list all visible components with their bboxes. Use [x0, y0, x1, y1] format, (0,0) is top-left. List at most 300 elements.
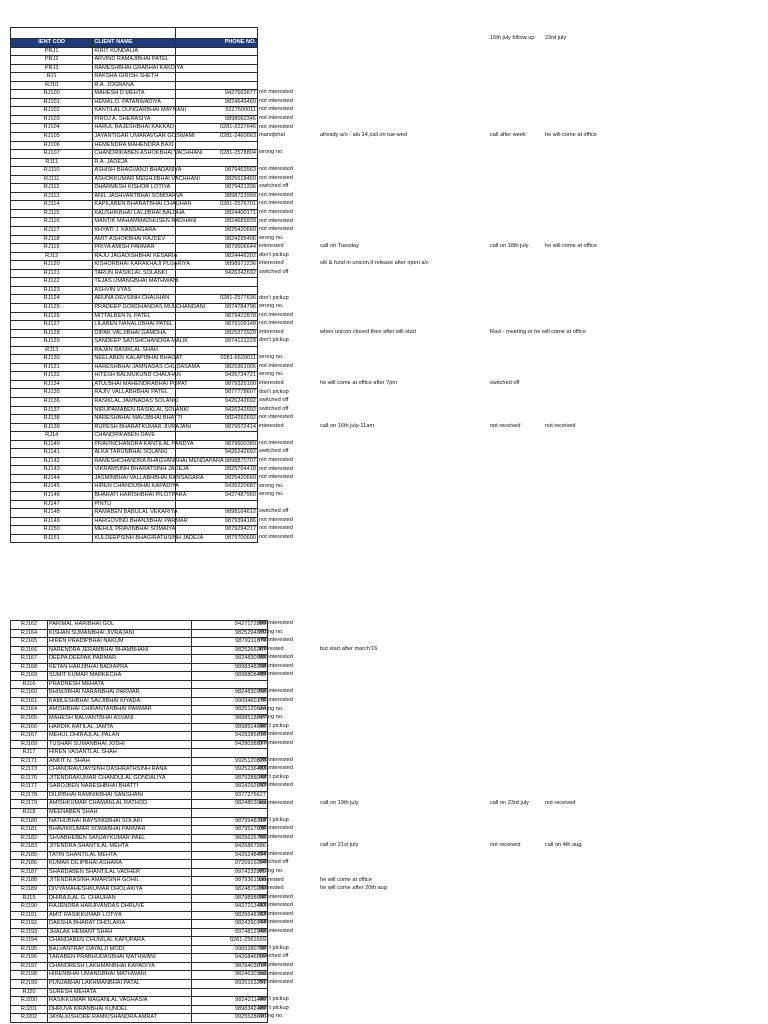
- phone-cell: 9974784796: [175, 303, 257, 312]
- table-row: [11, 389, 258, 398]
- status-text: not interested: [259, 782, 293, 789]
- client-code-cell: RJ145: [11, 483, 93, 492]
- table-row: [11, 954, 268, 963]
- table-row: [11, 192, 258, 201]
- status-text: not interested: [259, 200, 293, 207]
- client-code-cell: RJ137: [11, 406, 93, 415]
- phone-cell: 9879421336: [175, 184, 257, 193]
- client-code-cell: RJ143: [11, 466, 93, 475]
- phone-cell: 9898164612: [175, 509, 257, 518]
- client-code-cell: RJ202: [11, 1014, 48, 1023]
- header-note: 16th july follow up: [490, 35, 535, 41]
- client-code-cell: RJ114: [11, 201, 93, 210]
- phone-cell: 9925528610: [192, 1014, 268, 1023]
- status-text: not interested: [259, 799, 293, 806]
- status-text: interested: [259, 260, 284, 267]
- status-text: not interested: [259, 825, 293, 832]
- phone-cell: 9925120820: [192, 757, 268, 766]
- client-name-cell: HITESH BALMUKUND CHAUHAN: [93, 372, 175, 381]
- status-text: not interested: [259, 620, 293, 626]
- status-text: switched off: [259, 448, 289, 455]
- client-name-cell: MAHESH BALVANTBHAI ASVANI: [48, 715, 192, 724]
- table-row: [11, 629, 268, 638]
- status-text: don't pickup: [259, 722, 289, 729]
- client-code-cell: RJ128: [11, 329, 93, 338]
- table-row: [11, 945, 268, 954]
- client-name-cell: TARABEN PRABHUDASBHAI MATHWANI: [48, 954, 192, 963]
- client-name-cell: KISHAN SUMANBHAI JIVRAJANI: [48, 629, 192, 638]
- remark-text: stk & fund in unicon,if release after open a/c: [320, 260, 429, 267]
- client-name-cell: RAMESHCHANDRA BHAGVANBHAI MENDAPARA: [93, 457, 175, 466]
- status-text: not interested: [259, 671, 293, 678]
- status-text: not interested: [259, 927, 293, 934]
- table-row: [11, 680, 268, 689]
- phone-cell: 9825764418: [175, 466, 257, 475]
- status-text: interested: [259, 422, 284, 429]
- phone-cell: 9427172889: [192, 621, 268, 630]
- table-row: [11, 440, 258, 449]
- phone-cell: 9825420660: [175, 227, 257, 236]
- client-name-cell: KANTILAL DUNGARBHAI MAYNANI: [93, 107, 175, 116]
- table-row: [11, 73, 258, 82]
- status-text: not interested: [259, 474, 293, 481]
- client-name-cell: SANDEEP SATISHCHANDRA MALIK: [93, 338, 175, 347]
- phone-cell: 9428286616: [192, 732, 268, 741]
- client-code-cell: RJ111: [11, 175, 93, 184]
- table-row: [11, 894, 268, 903]
- table-row: [11, 534, 258, 543]
- phone-cell: [175, 141, 257, 150]
- table-row: [11, 124, 258, 133]
- status-text: not interested: [259, 765, 293, 772]
- client-code-cell: RJ173: [11, 766, 48, 775]
- phone-cell: [175, 346, 257, 355]
- client-name-cell: DHARMESH KISHOR LOTIYA: [93, 184, 175, 193]
- phone-cell: 9974812948: [192, 928, 268, 937]
- client-name-cell: RAMESHBHAI GRABHAI KAKDIYA: [93, 64, 175, 73]
- status-text: don't pickup: [259, 816, 289, 823]
- client-code-cell: RJ151: [11, 534, 93, 543]
- table-row: [11, 834, 268, 843]
- header-note: 23rd july: [545, 35, 567, 41]
- phone-cell: 9825626765: [192, 834, 268, 843]
- status-text: not interested: [259, 662, 293, 669]
- table-row: [11, 329, 258, 338]
- phone-cell: [192, 680, 268, 689]
- table-row: [11, 877, 268, 886]
- table-row: [11, 90, 258, 99]
- phone-cell: 9824292692: [175, 415, 257, 424]
- client-code-cell: RJ200: [11, 997, 48, 1006]
- remark-text: call after week: [490, 132, 526, 139]
- client-code-cell: RJ190: [11, 903, 48, 912]
- table-row: [11, 252, 258, 261]
- client-code-cell: RJ168: [11, 663, 48, 672]
- phone-cell: 9427663677: [175, 90, 257, 99]
- client-code-cell: RJ144: [11, 474, 93, 483]
- table-row: [11, 663, 268, 672]
- client-name-cell: DILIPBHAI RAMNIKBHAI SANGHANI: [48, 791, 192, 800]
- client-code-cell: RJ122: [11, 278, 93, 287]
- table-row: [11, 1014, 268, 1023]
- phone-cell: 9898723999: [175, 192, 257, 201]
- client-name-cell: DAKSHA BHARAT DHOLAKIA: [48, 920, 192, 929]
- phone-cell: 9426734721: [175, 372, 257, 381]
- client-code-cell: RJ147: [11, 500, 93, 509]
- client-code-cell: RJ116: [11, 218, 93, 227]
- phone-cell: 9824803089: [192, 800, 268, 809]
- phone-cell: 0281-2578804: [175, 150, 257, 159]
- client-name-cell: PIROJ A. SHERASIYA: [93, 115, 175, 124]
- status-text: don't pickup: [259, 773, 289, 780]
- status-text: not interested: [259, 756, 293, 763]
- status-text: wrong no.: [259, 482, 284, 489]
- client-code-cell: RJ102: [11, 107, 93, 116]
- phone-cell: 9825120674: [192, 706, 268, 715]
- table-row: [11, 201, 258, 210]
- phone-cell: 9426242692: [175, 406, 257, 415]
- client-name-cell: TUSHAR SUMANBHAI JOSHI: [48, 740, 192, 749]
- status-text: switched off: [259, 397, 289, 404]
- phone-cell: 9825618469: [175, 175, 257, 184]
- status-text: don't pickup: [259, 1004, 289, 1011]
- client-code-cell: RJ167: [11, 732, 48, 741]
- table-row: [11, 107, 258, 116]
- client-code-cell: RJ167: [11, 655, 48, 664]
- phone-cell: 9825372920: [175, 329, 257, 338]
- client-code-cell: RJ169: [11, 672, 48, 681]
- client-name-cell: JITENDRA SHANTILAL MEHTA: [48, 843, 192, 852]
- client-name-cell: JHALAK HEMANT SHAH: [48, 928, 192, 937]
- client-code-cell: RJ182: [11, 834, 48, 843]
- client-code-cell: RJ186: [11, 860, 48, 869]
- phone-cell: 0281-2577636: [175, 295, 257, 304]
- phone-cell: 9898518817: [192, 715, 268, 724]
- phone-cell: 9909280730: [192, 945, 268, 954]
- client-code-cell: RJ165: [11, 638, 48, 647]
- status-text: not interested: [259, 89, 293, 96]
- status-text: wrong no.: [259, 705, 284, 712]
- phone-cell: [175, 432, 257, 441]
- client-name-cell: JITENDRASINH AMARSINH GOHIL: [48, 877, 192, 886]
- status-text: interested: [259, 328, 284, 335]
- client-code-cell: RJ101: [11, 98, 93, 107]
- table-row: [11, 423, 258, 432]
- phone-cell: 9426846500: [192, 954, 268, 963]
- remark-text: not received: [545, 422, 576, 429]
- remark-text: but start after march'16: [320, 645, 378, 652]
- client-code-cell: RJ195: [11, 945, 48, 954]
- phone-cell: 9879211879: [192, 638, 268, 647]
- status-text: wrong no.: [259, 234, 284, 241]
- table-row: [11, 158, 258, 167]
- phone-cell: 9879394186: [175, 517, 257, 526]
- remark-text: he will come after 20th aug: [320, 885, 387, 892]
- status-text: switched off: [259, 508, 289, 515]
- phone-cell: 9879325100: [175, 380, 257, 389]
- phone-cell: 9426242692: [175, 397, 257, 406]
- table-row: [11, 971, 268, 980]
- status-text: don't pickup: [259, 337, 289, 344]
- client-name-cell: JAYANTIGAR UMARAVGAR GOSWAMI: [93, 133, 175, 142]
- status-text: not interested: [259, 456, 293, 463]
- table-row: [11, 997, 268, 1006]
- status-text: not interested: [259, 362, 293, 369]
- table-row: [11, 843, 268, 852]
- phone-cell: 9879672414: [175, 423, 257, 432]
- table-row: [11, 141, 258, 150]
- remark-text: not received: [545, 799, 576, 806]
- table-row: [11, 851, 268, 860]
- client-code-cell: RJ104: [11, 124, 93, 133]
- status-text: not interested: [259, 833, 293, 840]
- table-row: [11, 962, 268, 971]
- phone-cell: 9825266267: [192, 646, 268, 655]
- table-row: [11, 646, 268, 655]
- header-client-name: CLIENT NAME: [93, 39, 175, 48]
- client-name-cell: KULDEEPSINH BHAGIRATHSINH JADEJA: [93, 534, 175, 543]
- phone-cell: 9898062346: [175, 115, 257, 124]
- client-code-cell: RJ183: [11, 843, 48, 852]
- table-row: [11, 766, 268, 775]
- table-row: [11, 397, 258, 406]
- phone-cell: 0281-2227646: [175, 124, 257, 133]
- blank-cell: [11, 28, 176, 39]
- client-name-cell: AMISHBHAI CHIRANTANBHAI PARMAR: [48, 706, 192, 715]
- client-code-cell: RJ131: [11, 363, 93, 372]
- table-row: [11, 689, 268, 698]
- status-text: not interested: [259, 311, 293, 318]
- client-name-cell: LILABEN NANALUBHAI PATEL: [93, 321, 175, 330]
- table-row: [11, 175, 258, 184]
- remark-text: call on 19th july: [320, 799, 359, 806]
- client-code-cell: RJ179: [11, 800, 48, 809]
- client-name-cell: CHANDRIKABEN DAVE: [93, 432, 175, 441]
- phone-cell: 9825648163: [192, 911, 268, 920]
- client-name-cell: SURESH MEHATA: [48, 988, 192, 997]
- status-text: not interested: [259, 533, 293, 540]
- client-code-cell: RJ191: [11, 911, 48, 920]
- client-code-cell: RJ127: [11, 321, 93, 330]
- phone-cell: 9879898606: [192, 894, 268, 903]
- client-code-cell: RJ16: [11, 680, 48, 689]
- client-name-cell: PRAVINCHANDRA KANTILAL PANDYA: [93, 440, 175, 449]
- phone-cell: 9879700600: [175, 534, 257, 543]
- remark-text: call on Tuesday: [320, 243, 359, 250]
- client-code-cell: PRJ1: [11, 47, 93, 56]
- client-code-cell: PRJ2: [11, 56, 93, 65]
- table-row: [11, 432, 258, 441]
- table-row: [11, 380, 258, 389]
- table-row: [11, 167, 258, 176]
- phone-cell: 9824446202: [175, 252, 257, 261]
- client-name-cell: ANIL JASHVANTBHAI SOMDARVA: [93, 192, 175, 201]
- remark-text: Ravi - meeting or he will come at office: [490, 328, 586, 335]
- table-row: [11, 133, 258, 142]
- client-code-cell: RJ194: [11, 937, 48, 946]
- table-row: [11, 278, 258, 287]
- client-code-cell: RJ20: [11, 988, 48, 997]
- client-code-cell: RJ198: [11, 971, 48, 980]
- phone-cell: 9427487960: [175, 491, 257, 500]
- table-row: [11, 98, 258, 107]
- table-row: [11, 466, 258, 475]
- phone-cell: 9824830965: [192, 655, 268, 664]
- status-text: wrong no.: [259, 628, 284, 635]
- status-text: wrong no.: [259, 354, 284, 361]
- client-name-cell: TEJAS UMANGBHAI MATHWANI: [93, 278, 175, 287]
- status-text: not interested: [259, 637, 293, 644]
- client-name-cell: ARUNA DEVSINH CHAUHAN: [93, 295, 175, 304]
- client-name-cell: RAJENDRA HARJIVANDAS DHRUVE: [48, 903, 192, 912]
- table-row: [11, 638, 268, 647]
- client-code-cell: RJ135: [11, 389, 93, 398]
- table-row: [11, 509, 258, 518]
- table-row: [11, 937, 268, 946]
- client-code-cell: RJ193: [11, 928, 48, 937]
- blank-cell: [175, 28, 257, 39]
- remark-text: not received: [490, 842, 521, 849]
- client-code-cell: RJ130: [11, 355, 93, 364]
- phone-cell: 9898342489: [192, 1005, 268, 1014]
- client-code-cell: RJ126: [11, 312, 93, 321]
- client-name-cell: AMIT ASHOKBHAI RAJDEV: [93, 235, 175, 244]
- table-row: [11, 500, 258, 509]
- client-name-cell: SUMIT KUMAR MARKECHA: [48, 672, 192, 681]
- client-name-cell: AMIT RASIKKUMAR LOTIYA: [48, 911, 192, 920]
- client-code-cell: RJ11: [11, 158, 93, 167]
- table-row: [11, 115, 258, 124]
- client-name-cell: TATIN SHANTILAL MEHTA: [48, 851, 192, 860]
- remark-text: he will come at office: [545, 132, 597, 139]
- status-text: not interested: [259, 166, 293, 173]
- phone-cell: 9426242692: [175, 449, 257, 458]
- phone-cell: [175, 64, 257, 73]
- client-code-cell: RJ121: [11, 269, 93, 278]
- client-name-cell: MITTALBEN N. PATEL: [93, 312, 175, 321]
- phone-cell: [192, 809, 268, 818]
- status-text: switched off: [259, 859, 289, 866]
- client-name-cell: RAJU JAGADISHBHAI KESARIA: [93, 252, 175, 261]
- status-text: not interested: [259, 209, 293, 215]
- remark-text: call on 16th july-11am: [320, 422, 374, 429]
- remark-text: not received: [490, 422, 521, 429]
- client-name-cell: DHRUVA KIRANBHAI KUNDEL: [48, 1005, 192, 1014]
- client-code-cell: RJ161: [11, 697, 48, 706]
- client-code-cell: RJ160: [11, 689, 48, 698]
- client-name-cell: ATULBHAI MAHENDRABHAI POPAT: [93, 380, 175, 389]
- phone-cell: [175, 73, 257, 82]
- phone-cell: 9824295406: [175, 235, 257, 244]
- phone-cell: 9925163291: [192, 979, 268, 988]
- client-name-cell: BHAVIKKUMAR SOMABHAI PARMAR: [48, 826, 192, 835]
- client-code-cell: RJ180: [11, 817, 48, 826]
- client-name-cell: HARDIK RATILAL JAMTA: [48, 723, 192, 732]
- client-name-cell: ASHOKKUMAR MEGHJIBHAI VACHHANI: [93, 175, 175, 184]
- client-code-cell: RJ178: [11, 791, 48, 800]
- client-code-cell: RJ110: [11, 167, 93, 176]
- table-row: [11, 672, 268, 681]
- client-code-cell: RJ124: [11, 295, 93, 304]
- phone-cell: [175, 286, 257, 295]
- client-name-cell: HEMAL D. PATANWADIYA: [93, 98, 175, 107]
- client-name-cell: NATHUBHAI RAYSINGBHAI SOLAKI: [48, 817, 192, 826]
- client-code-cell: RJ171: [11, 757, 48, 766]
- client-name-cell: NARENDRA JERAMBHAI BHAMBHANI: [48, 646, 192, 655]
- status-text: switched off: [259, 183, 289, 190]
- table-row: [11, 979, 268, 988]
- phone-cell: 9824870230: [192, 885, 268, 894]
- client-code-cell: RJ146: [11, 491, 93, 500]
- table-row: [11, 227, 258, 236]
- client-name-cell: BALVANTRAY DAYALJI MODI: [48, 945, 192, 954]
- phone-cell: 9227600011: [175, 107, 257, 116]
- phone-cell: 9824211480: [192, 997, 268, 1006]
- client-code-cell: RJ148: [11, 509, 93, 518]
- status-text: not interested: [259, 902, 293, 909]
- table-row: [11, 81, 258, 90]
- table-row: [11, 621, 268, 630]
- phone-cell: 9879109148: [175, 321, 257, 330]
- remark-text: switched off: [490, 380, 520, 386]
- client-name-cell: KETAN HARJIBHAI BADIAPRA: [48, 663, 192, 672]
- client-code-cell: RJ142: [11, 457, 93, 466]
- client-code-cell: RJ149: [11, 517, 93, 526]
- client-name-cell: MEHUL DHIRAJLAL PALAN: [48, 732, 192, 741]
- client-name-cell: HIRENBHAI UMANGBHAI MATHWANI: [48, 971, 192, 980]
- client-code-cell: RJ165: [11, 715, 48, 724]
- section2-table: [10, 620, 268, 1023]
- table-row: [11, 449, 258, 458]
- table-row: [11, 732, 268, 741]
- client-name-cell: NARESHBHAI MAVJIBHAI BHATTI: [93, 415, 175, 424]
- client-name-cell: MANTIK MAHAMMADHUSEN RADHANI: [93, 218, 175, 227]
- status-text: wrong no.: [259, 867, 284, 874]
- client-code-cell: RJ166: [11, 646, 48, 655]
- client-code-cell: RJ106: [11, 141, 93, 150]
- client-name-cell: HIREN PRADIPBHAI NAKUM: [48, 638, 192, 647]
- phone-cell: 9825361006: [175, 363, 257, 372]
- status-text: manojbhai: [259, 132, 285, 139]
- phone-cell: 0281-2561669: [192, 937, 268, 946]
- client-code-cell: RJ1: [11, 73, 93, 82]
- table-row: [11, 218, 258, 227]
- client-name-cell: MEHUL PRAVINBHAI SOMAIYA: [93, 526, 175, 535]
- table-row: [11, 269, 258, 278]
- client-name-cell: PRIYA AMISH PARMAR: [93, 244, 175, 253]
- client-code-cell: RJ177: [11, 783, 48, 792]
- status-text: not interested: [259, 114, 293, 121]
- phone-cell: 9879948318: [192, 817, 268, 826]
- status-text: not interested: [259, 439, 293, 446]
- client-code-cell: RJ166: [11, 723, 48, 732]
- status-text: not interested: [259, 226, 293, 233]
- client-name-cell: KHYATI J. KANSAGARA: [93, 227, 175, 236]
- client-code-cell: RJ141: [11, 449, 93, 458]
- client-code-cell: RJ196: [11, 954, 48, 963]
- client-code-cell: RJ112: [11, 184, 93, 193]
- table-row: [11, 286, 258, 295]
- client-code-cell: RJ140: [11, 440, 93, 449]
- phone-cell: 9879606644: [175, 244, 257, 253]
- client-code-cell: RJ181: [11, 826, 48, 835]
- table-row: [11, 491, 258, 500]
- client-code-cell: RJ17: [11, 749, 48, 758]
- table-row: [11, 988, 268, 997]
- remark-text: he will come at office after 7pm: [320, 380, 398, 386]
- client-name-cell: ALKA TARUNBHAI SOLANKI: [93, 449, 175, 458]
- table-row: [11, 209, 258, 218]
